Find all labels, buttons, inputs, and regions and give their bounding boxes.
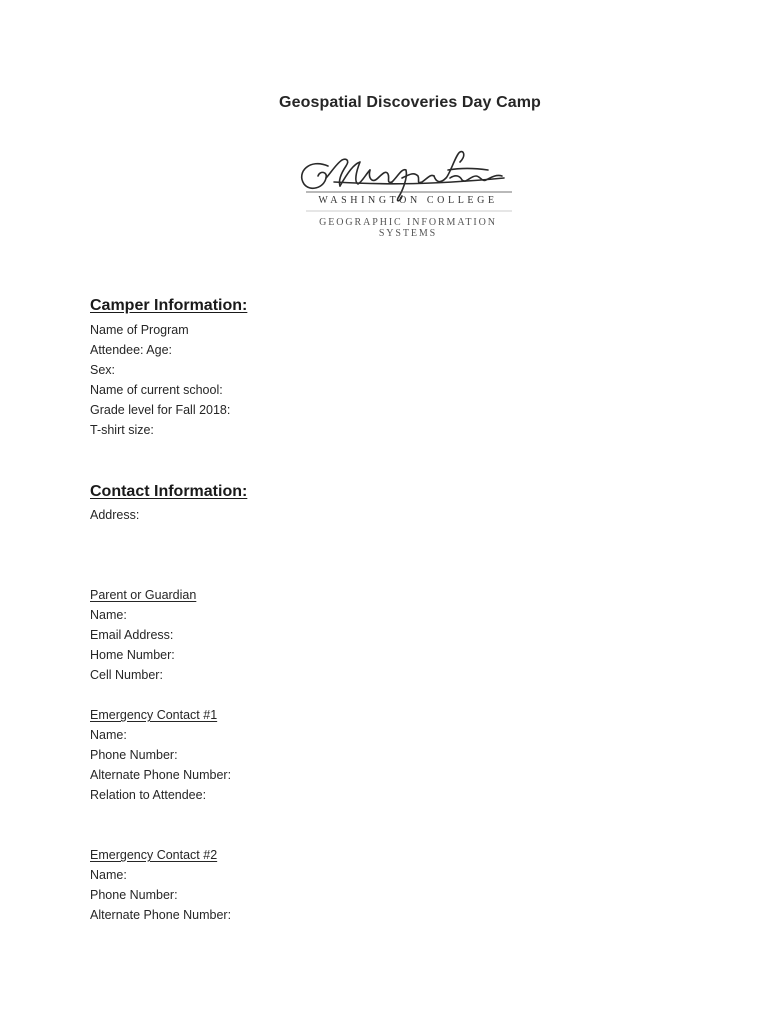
field-label-parent-name: Name: <box>90 608 127 622</box>
field-label-tshirt-size: T-shirt size: <box>90 423 154 437</box>
washington-college-logo <box>290 148 520 248</box>
field-label-program-name: Name of Program <box>90 323 189 337</box>
contact-information-heading: Contact Information: <box>90 483 248 500</box>
field-label-ec1-name: Name: <box>90 728 127 742</box>
field-label-ec1-phone: Phone Number: <box>90 748 178 762</box>
emergency-contact-1-heading: Emergency Contact #1 <box>90 708 218 722</box>
document-title: Geospatial Discoveries Day Camp <box>279 94 541 111</box>
field-label-parent-cell-number: Cell Number: <box>90 668 163 682</box>
field-label-grade-level: Grade level for Fall 2018: <box>90 403 231 417</box>
field-label-ec2-alt-phone: Alternate Phone Number: <box>90 908 232 922</box>
field-label-sex: Sex: <box>90 363 116 377</box>
parent-guardian-heading: Parent or Guardian <box>90 588 197 602</box>
field-label-current-school: Name of current school: <box>90 383 223 397</box>
logo-department-line2: SYSTEMS <box>378 228 438 239</box>
field-label-ec2-phone: Phone Number: <box>90 888 178 902</box>
field-label-address: Address: <box>90 508 140 522</box>
camper-information-heading: Camper Information: <box>90 297 248 314</box>
field-label-ec1-relation: Relation to Attendee: <box>90 788 207 802</box>
field-label-ec1-alt-phone: Alternate Phone Number: <box>90 768 232 782</box>
field-label-ec2-name: Name: <box>90 868 127 882</box>
field-label-parent-home-number: Home Number: <box>90 648 175 662</box>
logo-department-line1: GEOGRAPHIC INFORMATION <box>319 217 497 228</box>
logo-college-name: WASHINGTON COLLEGE <box>318 195 498 206</box>
field-label-attendee-age: Attendee: Age: <box>90 343 173 357</box>
emergency-contact-2-heading: Emergency Contact #2 <box>90 848 218 862</box>
field-label-parent-email: Email Address: <box>90 628 174 642</box>
